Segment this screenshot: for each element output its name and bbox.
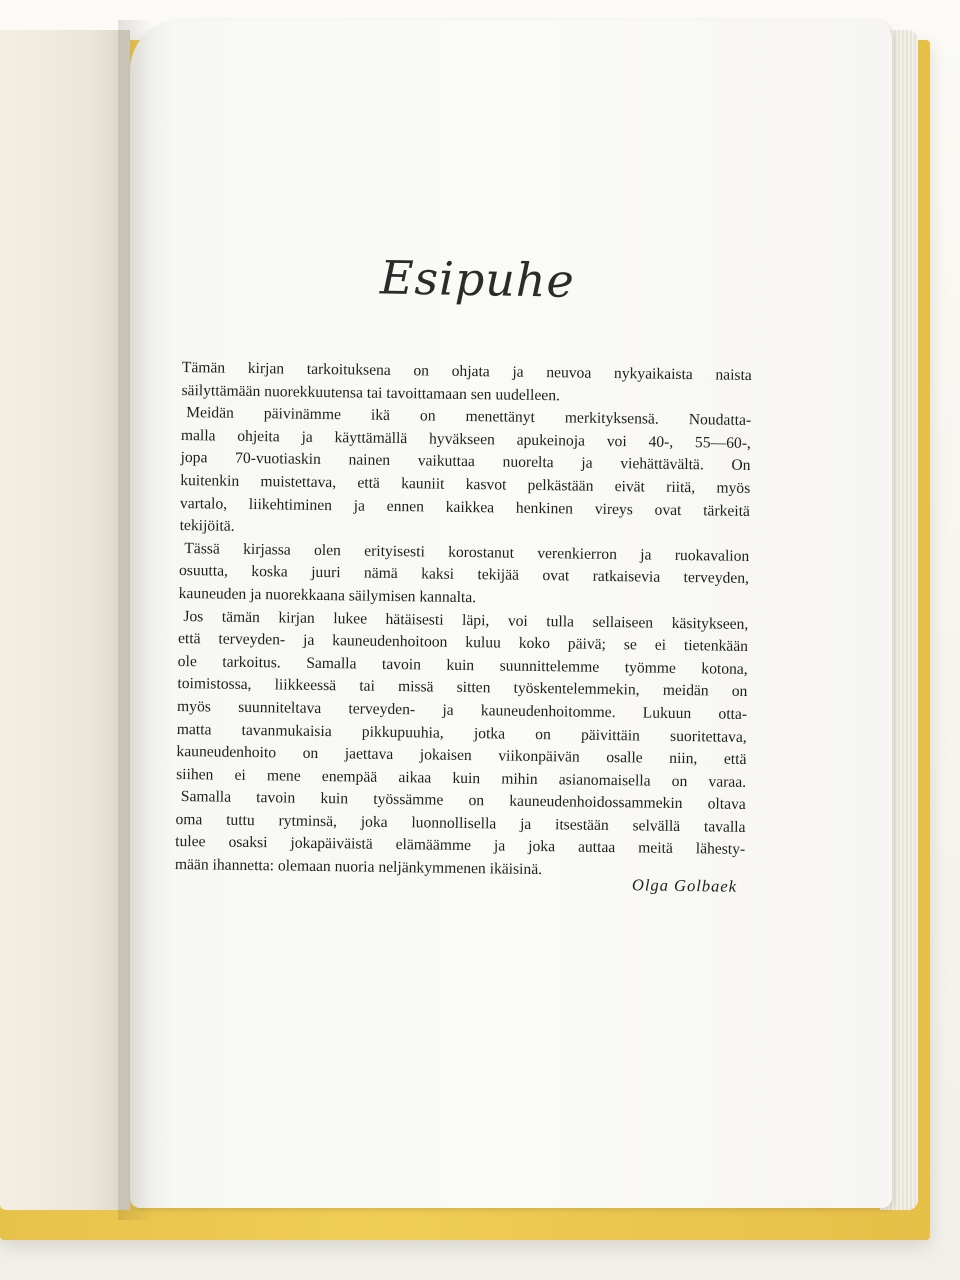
left-page — [0, 30, 130, 1210]
text-line: Tämän kirjan tarkoituksena on ohjata ja neuvoa nykyaikaista naista — [181, 358, 752, 384]
text-line: kuitenkin muistettava, että kauniit kasvot pelkästään eivät riitä, myös — [180, 471, 751, 497]
text-line: tekijöitä. — [179, 517, 235, 535]
text-line: myös suunniteltava terveyden- ja kauneudenhoitomme. Lukuun otta- — [177, 697, 748, 723]
text-line: mään ihannetta: olemaan nuoria neljänkymmenen ikäisinä. — [174, 856, 543, 879]
text-line: osuutta, koska juuri nämä kaksi tekijää ovat ratkaisevia terveyden, — [178, 562, 750, 588]
text-line: että terveyden- ja kauneudenhoitoon kuluu koko päivä; se ei tietenkään — [177, 630, 749, 656]
text-line: oma tuttu rytminsä, joka luonnollisella ja itsestään selvällä tavalla — [175, 810, 746, 836]
text-line: kauneuden ja nuorekkaana säilymisen kannalta. — [178, 584, 477, 607]
text-line: Jos tämän kirjan lukee hätäisesti läpi, voi tulla sellaiseen käsitykseen, — [183, 607, 749, 633]
page-title: Esipuhe — [379, 250, 576, 308]
text-line: jopa 70-vuotiaskin nainen vaikuttaa nuorelta ja viehättävältä. On — [180, 449, 751, 475]
text-line: kauneudenhoito on jaettava jokaisen viikonpäivän osalle niin, että — [176, 743, 747, 769]
text-line: toimistossa, liikkeessä tai missä sitten työskentelemmekin, meidän on — [177, 675, 748, 701]
spine-shadow — [118, 20, 154, 1220]
preface-text — [175, 357, 752, 885]
text-line: malla ohjeita ja käyttämällä hyväkseen apukeinoja voi 40-, 55—60-, — [180, 426, 751, 452]
text-line: matta tavanmukaisia pikkupuuhia, jotka on päivittäin suoritettava, — [176, 720, 747, 746]
text-line: tulee osaksi jokapäiväistä elämäämme ja joka auttaa meitä lähesty- — [175, 833, 746, 859]
text-line: siihen ei mene enempää aikaa kuin mihin asianomaisella on varaa. — [176, 765, 747, 791]
text-line: Meidän päivinämme ikä on menettänyt merkityksensä. Noudatta- — [186, 404, 752, 430]
text-line: säilyttämään nuorekkuutensa tai tavoittamaan sen uudelleen. — [181, 381, 561, 404]
author-signature: Olga Golbaek — [631, 875, 738, 896]
text-line: vartalo, liikehtiminen ja ennen kaikkea henkinen vireys ovat tärkeitä — [179, 494, 751, 520]
text-line: Samalla tavoin kuin työssämme on kauneudenhoidossammekin oltava — [180, 788, 746, 814]
text-line: ole tarkoitus. Samalla tavoin kuin suunnittelemme työmme kotona, — [177, 652, 748, 678]
text-line: Tässä kirjassa olen erityisesti korostanut verenkierron ja ruokavalion — [184, 539, 750, 565]
